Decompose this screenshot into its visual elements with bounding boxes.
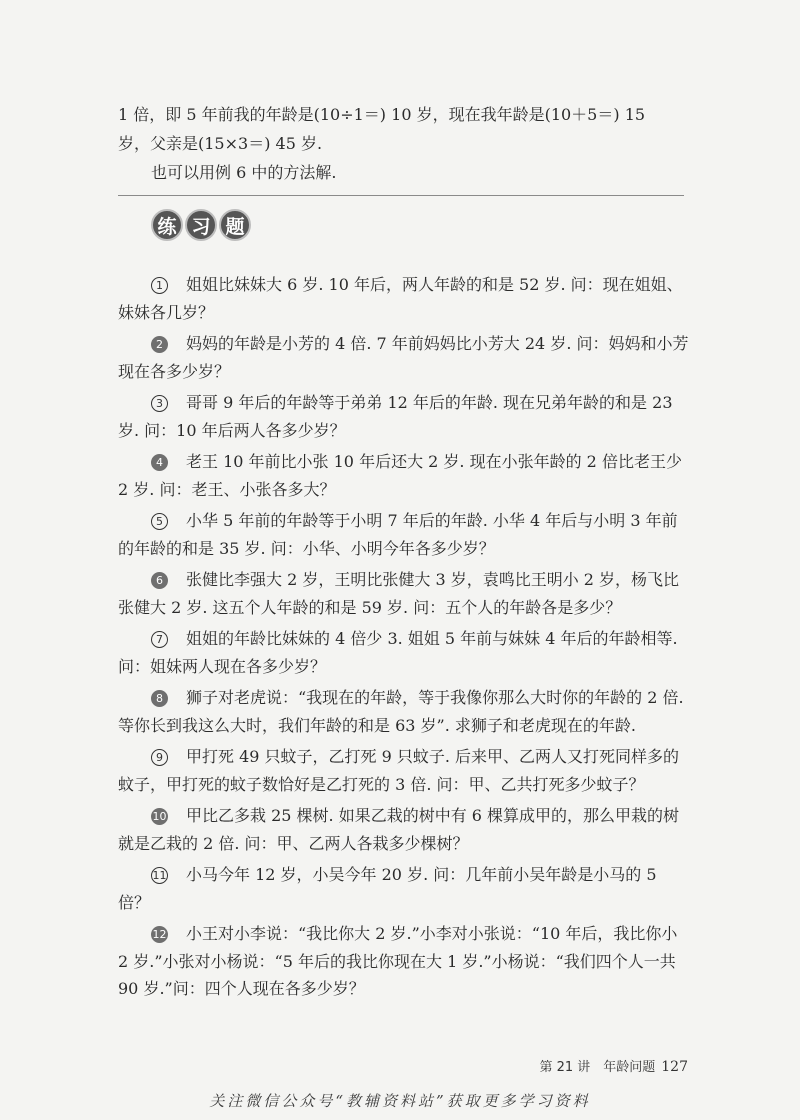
exercise-text: 小马今年 12 岁，小吴今年 20 岁. 问：几年前小吴年龄是小马的 5 倍？ <box>118 865 657 912</box>
intro-line-3: 也可以用例 6 中的方法解. <box>151 163 337 182</box>
exercise-text: 狮子对老虎说：“我现在的年龄，等于我像你那么大时你的年龄的 2 倍. 等你长到我这么大时，我们年龄的和是 63 岁”. 求狮子和老虎现在的年龄. <box>118 688 684 735</box>
exercise-text: 哥哥 9 年后的年龄等于弟弟 12 年后的年龄. 现在兄弟年龄的和是 23 岁. 问：10 年后两人各多少岁？ <box>118 393 673 440</box>
exercise-text: 姐姐比妹妹大 6 岁. 10 年后，两人年龄的和是 52 岁. 问：现在姐姐、妹妹各几岁？ <box>118 275 683 322</box>
exercise-number: 9 <box>151 749 168 766</box>
exercise-number: 5 <box>151 513 168 530</box>
exercise-section-title <box>151 209 251 241</box>
exercise-number: 2 <box>151 336 168 353</box>
title-badge: 习 <box>185 209 217 241</box>
chapter-label: 第 21 讲 年龄问题 <box>539 1060 656 1075</box>
exercise-item <box>118 271 690 326</box>
exercise-item <box>118 507 690 562</box>
exercise-item <box>118 448 690 503</box>
exercise-item <box>118 389 690 444</box>
exercise-text: 甲比乙多栽 25 棵树. 如果乙栽的树中有 6 棵算成甲的，那么甲栽的树就是乙栽的 2 倍. 问：甲、乙两人各栽多少棵树？ <box>118 806 680 853</box>
exercise-number: 1 <box>151 277 168 294</box>
exercise-text: 姐姐的年龄比妹妹的 4 倍少 3. 姐姐 5 年前与妹妹 4 年后的年龄相等. 问：姐妹两人现在各多少岁？ <box>118 629 678 676</box>
exercise-number: 11 <box>152 869 167 882</box>
exercise-text: 甲打死 49 只蚊子，乙打死 9 只蚊子. 后来甲、乙两人又打死同样多的蚊子，甲打死的蚊子数恰好是乙打死的 3 倍. 问：甲、乙共打死多少蚊子？ <box>118 747 680 794</box>
intro-line-2: 岁，父亲是(15×3＝) 45 岁. <box>118 134 323 153</box>
exercise-item <box>118 566 690 621</box>
exercise-number: 12 <box>152 928 167 941</box>
watermark-text: 关注微信公众号“教辅资料站”获取更多学习资料 <box>209 1092 591 1110</box>
exercise-number: 8 <box>151 690 168 707</box>
exercise-item <box>118 330 690 385</box>
exercise-number: 3 <box>151 395 168 412</box>
page-footer <box>539 1056 688 1075</box>
exercise-item <box>118 920 690 1003</box>
exercise-item <box>118 625 690 680</box>
section-divider <box>118 195 684 196</box>
exercise-text: 张健比李强大 2 岁，王明比张健大 3 岁，袁鸣比王明小 2 岁，杨飞比张健大 2 岁. 这五个人年龄的和是 59 岁. 问：五个人的年龄各是多少？ <box>118 570 680 617</box>
exercise-item <box>118 684 690 739</box>
exercise-item <box>118 743 690 798</box>
title-badge: 练 <box>151 209 183 241</box>
page-number: 127 <box>661 1059 688 1075</box>
exercise-number: 10 <box>152 810 167 823</box>
exercise-list <box>118 271 690 1007</box>
exercise-number: 6 <box>151 572 168 589</box>
title-badge: 题 <box>219 209 251 241</box>
exercise-number: 4 <box>151 454 168 471</box>
exercise-item <box>118 861 690 916</box>
exercise-text: 小王对小李说：“我比你大 2 岁.”小李对小张说：“10 年后，我比你小 2 岁.”小张对小杨说：“5 年后的我比你现在大 1 岁.”小杨说：“我们四个人一共 90 岁.”问：四个人现在各多少岁？ <box>118 924 678 998</box>
exercise-text: 老王 10 年前比小张 10 年后还大 2 岁. 现在小张年龄的 2 倍比老王少 2 岁. 问：老王、小张各多大？ <box>118 452 682 499</box>
exercise-text: 小华 5 年前的年龄等于小明 7 年后的年龄. 小华 4 年后与小明 3 年前的年龄的和是 35 岁. 问：小华、小明今年各多少岁？ <box>118 511 678 558</box>
exercise-number: 7 <box>151 631 168 648</box>
intro-text <box>118 100 690 187</box>
exercise-text: 妈妈的年龄是小芳的 4 倍. 7 年前妈妈比小芳大 24 岁. 问：妈妈和小芳现在各多少岁？ <box>118 334 689 381</box>
exercise-item <box>118 802 690 857</box>
intro-line-1: 1 倍，即 5 年前我的年龄是(10÷1＝) 10 岁，现在我年龄是(10＋5＝) 15 <box>118 105 646 124</box>
